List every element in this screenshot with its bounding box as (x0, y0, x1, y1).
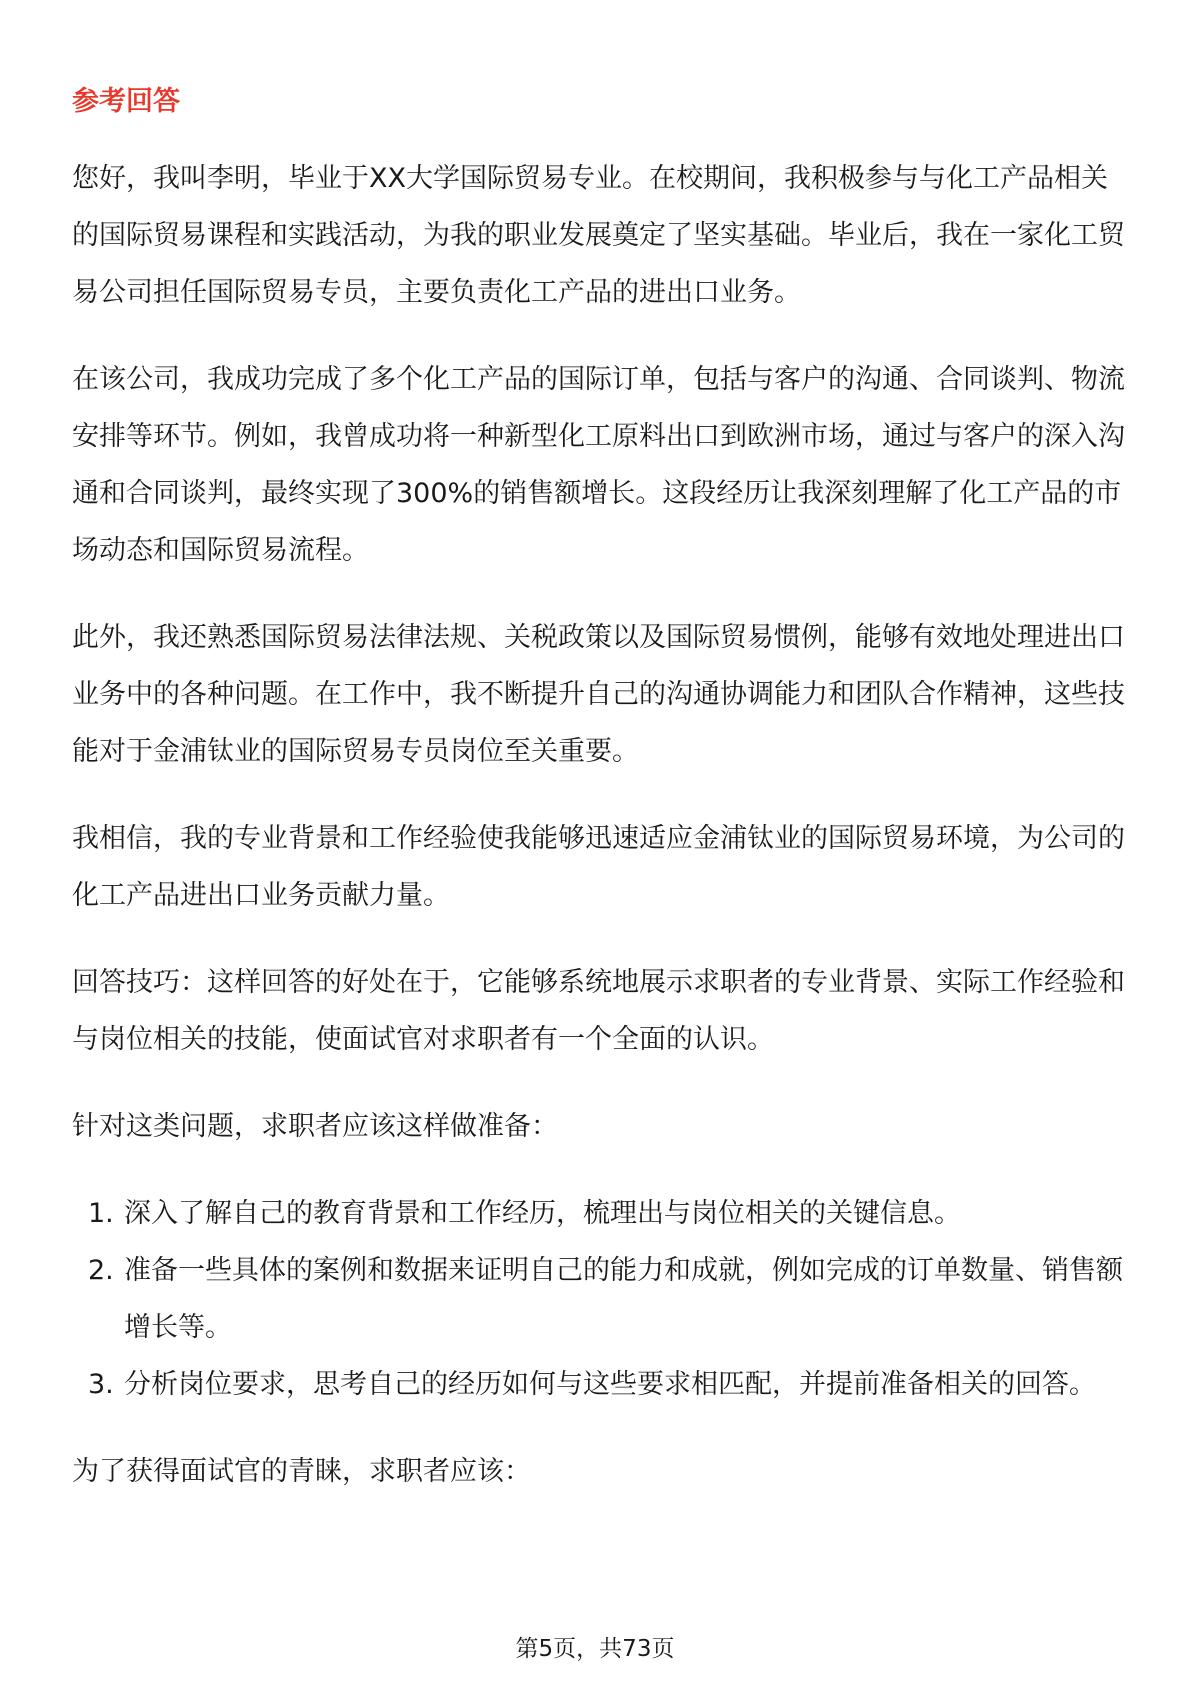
paragraph-skills: 此外，我还熟悉国际贸易法律法规、关税政策以及国际贸易惯例，能够有效地处理进出口业务中的各种问题。在工作中，我不断提升自己的沟通协调能力和团队合作精神，这些技能对于金浦钛业的国际贸易专员岗位至关重要。 (72, 622, 1125, 767)
paragraph-intro: 您好，我叫李明，毕业于XX大学国际贸易专业。在校期间，我积极参与与化工产品相关的国际贸易课程和实践活动，为我的职业发展奠定了坚实基础。毕业后，我在一家化工贸易公司担任国际贸易专员，主要负责化工产品的进出口业务。 (72, 163, 1125, 308)
list-item (72, 1185, 1132, 1242)
preparation-list (72, 1185, 1132, 1413)
paragraph-prep-intro: 针对这类问题，求职者应该这样做准备： (72, 1111, 558, 1142)
paragraph-experience: 在该公司，我成功完成了多个化工产品的国际订单，包括与客户的沟通、合同谈判、物流安排等环节。例如，我曾成功将一种新型化工原料出口到欧洲市场，通过与客户的深入沟通和合同谈判，最终实现了300%的销售额增长。这段经历让我深刻理解了化工产品的市场动态和国际贸易流程。 (72, 364, 1125, 566)
list-item (72, 1356, 1132, 1413)
paragraph-tips: 回答技巧：这样回答的好处在于，它能够系统地展示求职者的专业背景、实际工作经验和与岗位相关的技能，使面试官对求职者有一个全面的认识。 (72, 967, 1125, 1055)
list-item (72, 1242, 1132, 1356)
list-item-text: 分析岗位要求，思考自己的经历如何与这些要求相匹配，并提前准备相关的回答。 (124, 1369, 1096, 1400)
section-title: 参考回答 (72, 86, 180, 117)
paragraph-closing: 为了获得面试官的青睐，求职者应该： (72, 1456, 531, 1487)
paragraph-conclusion: 我相信，我的专业背景和工作经验使我能够迅速适应金浦钛业的国际贸易环境，为公司的化工产品进出口业务贡献力量。 (72, 823, 1125, 911)
document-body (72, 82, 1132, 1530)
list-item-number: 1. (88, 1198, 114, 1229)
list-item-number: 3. (88, 1369, 114, 1400)
page-footer: 第5页，共73页 (515, 1636, 675, 1662)
list-item-text: 深入了解自己的教育背景和工作经历，梳理出与岗位相关的关键信息。 (124, 1198, 961, 1229)
list-item-text: 准备一些具体的案例和数据来证明自己的能力和成就，例如完成的订单数量、销售额增长等。 (124, 1255, 1123, 1343)
list-item-number: 2. (88, 1255, 114, 1286)
